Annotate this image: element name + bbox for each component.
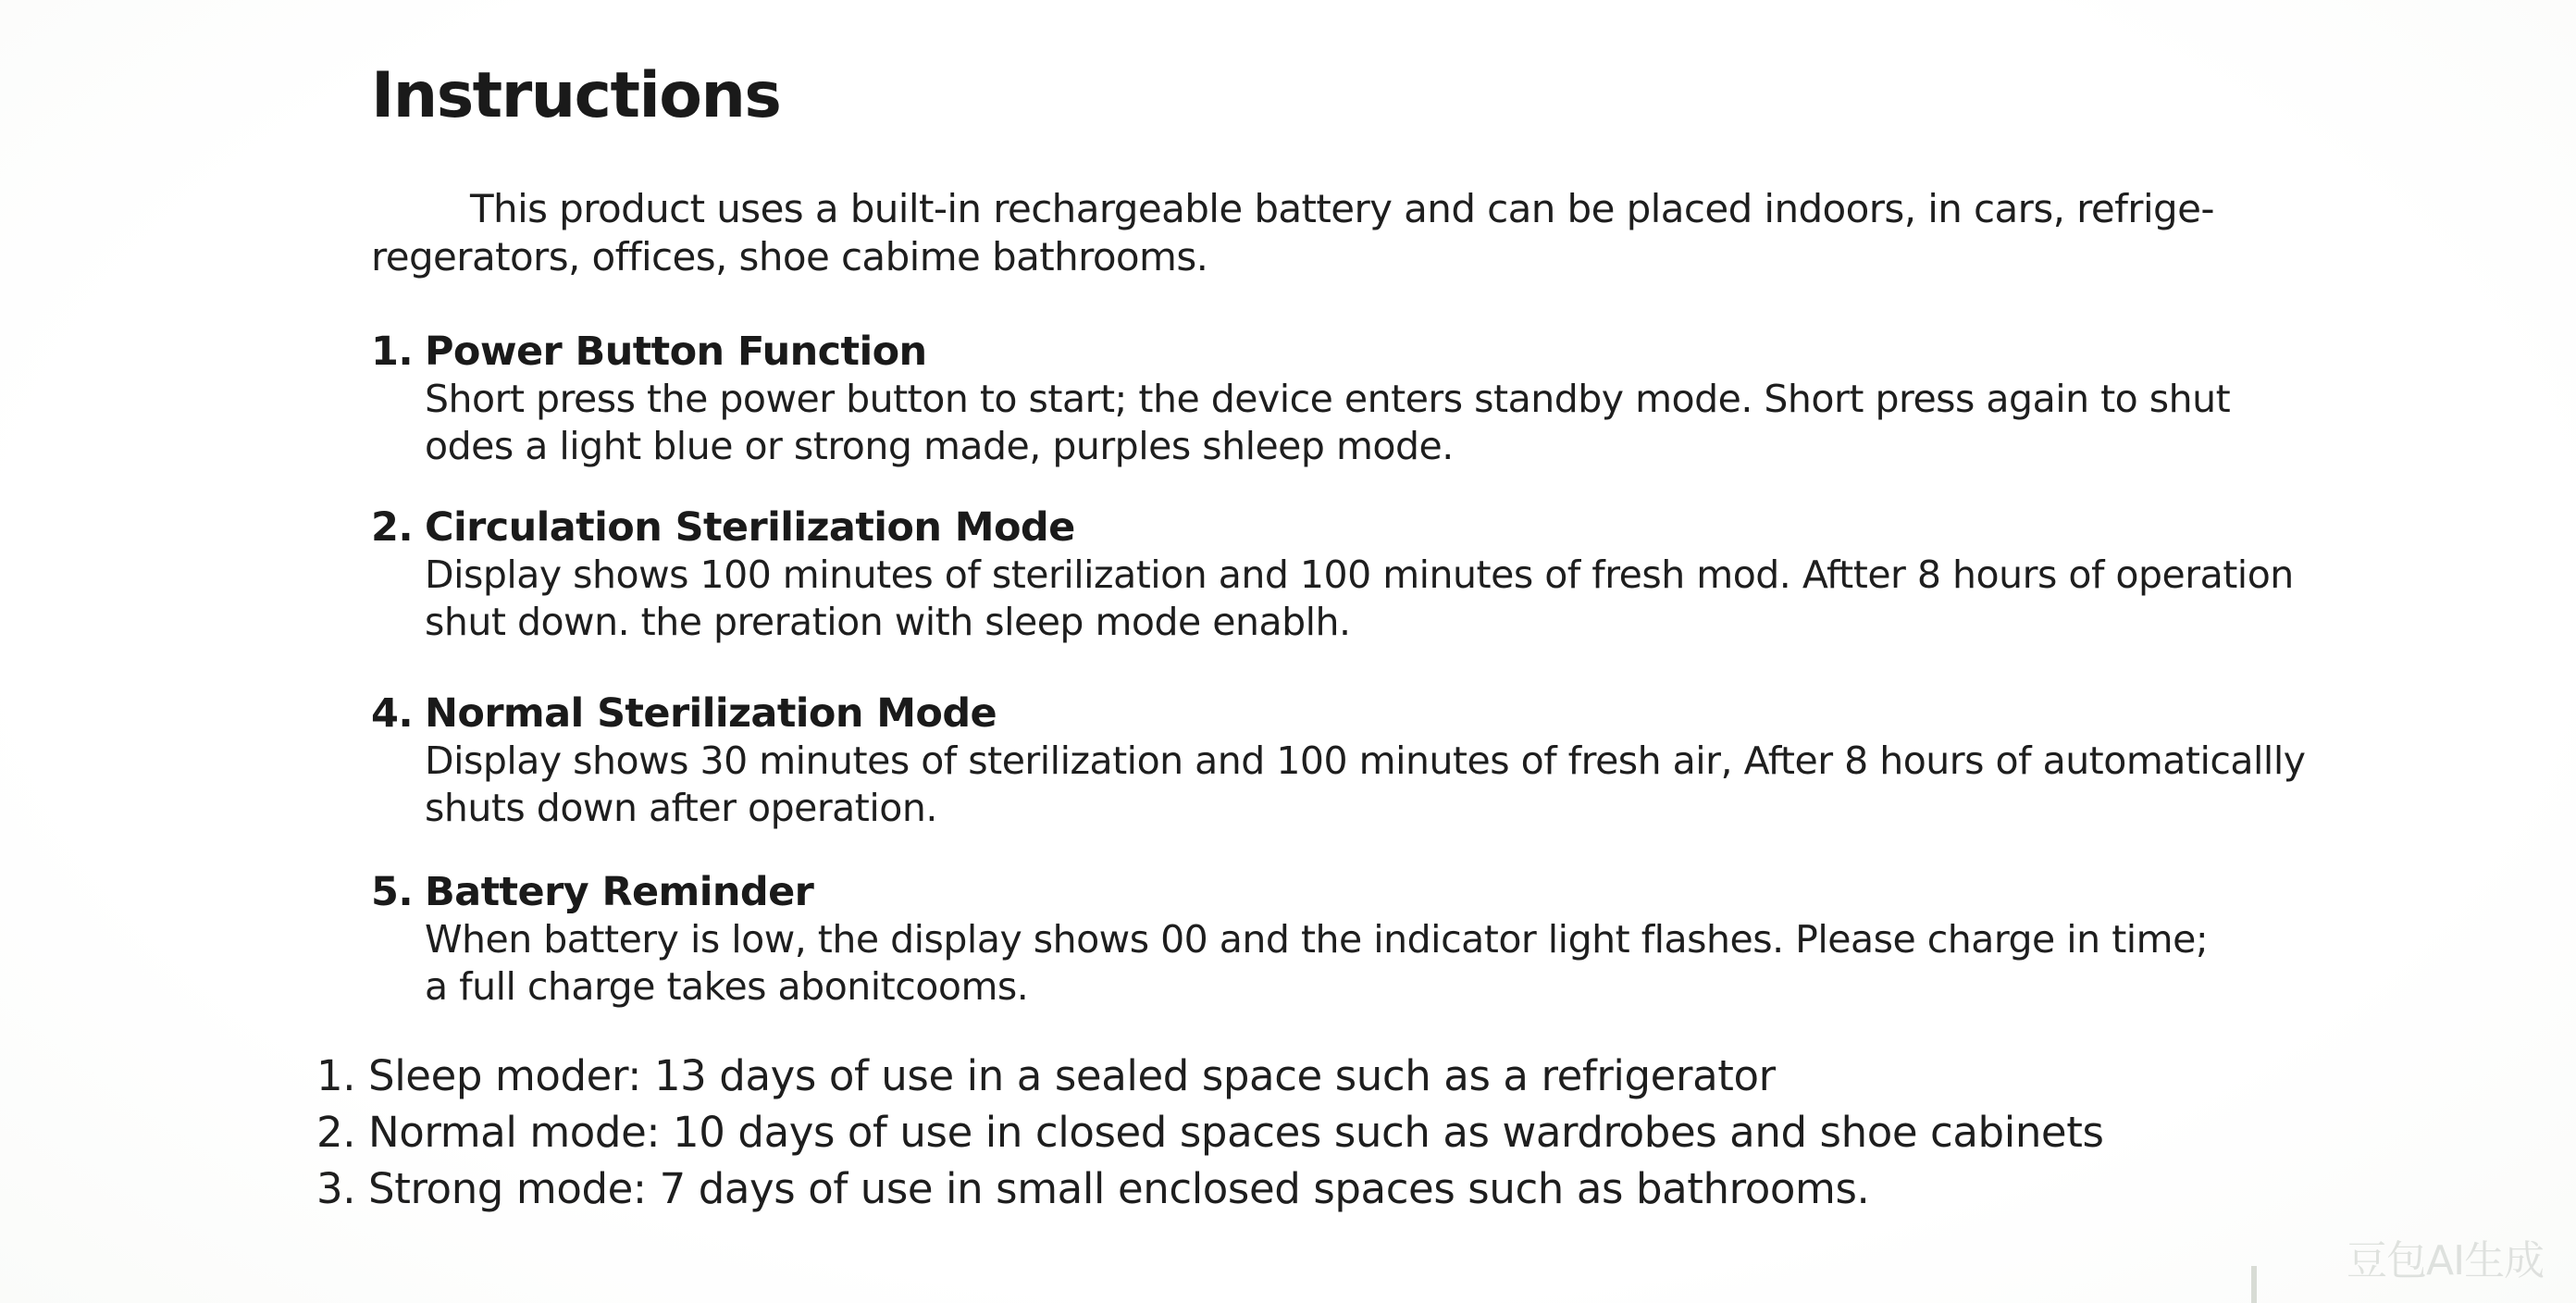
usage-duration-list [316,1048,2352,1217]
section-number: 4. [371,690,414,737]
section-title: Power Button Function [425,329,927,375]
section-line: Short press the power button to start; the device enters standby mode. Short press again to shut [425,377,2231,421]
section-line: a full charge takes abonitcooms. [425,964,1029,1009]
section-heading [371,689,2314,738]
section-title: Battery Reminder [425,869,814,915]
section-title: Normal Sterilization Mode [425,690,997,737]
section-line: Display shows 30 minutes of sterilization and 100 minutes of fresh air, After 8 hours of automaticallly [425,738,2306,783]
usage-item: 1. Sleep moder: 13 days of use in a sealed space such as a refrigerator [316,1051,1776,1100]
section-body [371,376,2314,470]
section-normal-sterilization [371,689,2314,832]
page-title: Instructions [371,59,781,132]
section-title: Circulation Sterilization Mode [425,504,1075,551]
section-heading [371,503,2314,552]
section-line: Display shows 100 minutes of sterilization and 100 minutes of fresh mod. Aftter 8 hours of operation [425,552,2294,597]
section-body [371,738,2314,832]
section-number: 5. [371,869,414,915]
usage-item: 2. Normal mode: 10 days of use in closed spaces such as wardrobes and shoe cabinets [316,1108,2104,1157]
section-line: shuts down after operation. [425,786,937,830]
section-line: shut down. the preration with sleep mode enablh. [425,600,1351,644]
section-number: 2. [371,504,414,551]
section-heading [371,328,2314,376]
section-power-button [371,328,2314,470]
page-edge-divider [2251,1266,2257,1303]
section-line: odes a light blue or strong made, purples shleep mode. [425,424,1454,468]
intro-line: This product uses a built-in rechargeable battery and can be placed indoors, in cars, refrige- [470,186,2214,231]
intro-paragraph [371,185,2314,281]
usage-item: 3. Strong mode: 7 days of use in small enclosed spaces such as bathrooms. [316,1164,1870,1213]
section-body [371,552,2314,646]
section-battery-reminder [371,868,2314,1011]
intro-line: regerators, offices, shoe cabime bathrooms. [371,234,1208,279]
ai-generated-watermark: 豆包AI生成 [2347,1237,2545,1284]
section-line: When battery is low, the display shows 00 and the indicator light flashes. Please charge in time; [425,917,2209,962]
section-body [371,916,2314,1011]
section-heading [371,868,2314,916]
section-number: 1. [371,329,414,375]
section-circulation-sterilization [371,503,2314,646]
